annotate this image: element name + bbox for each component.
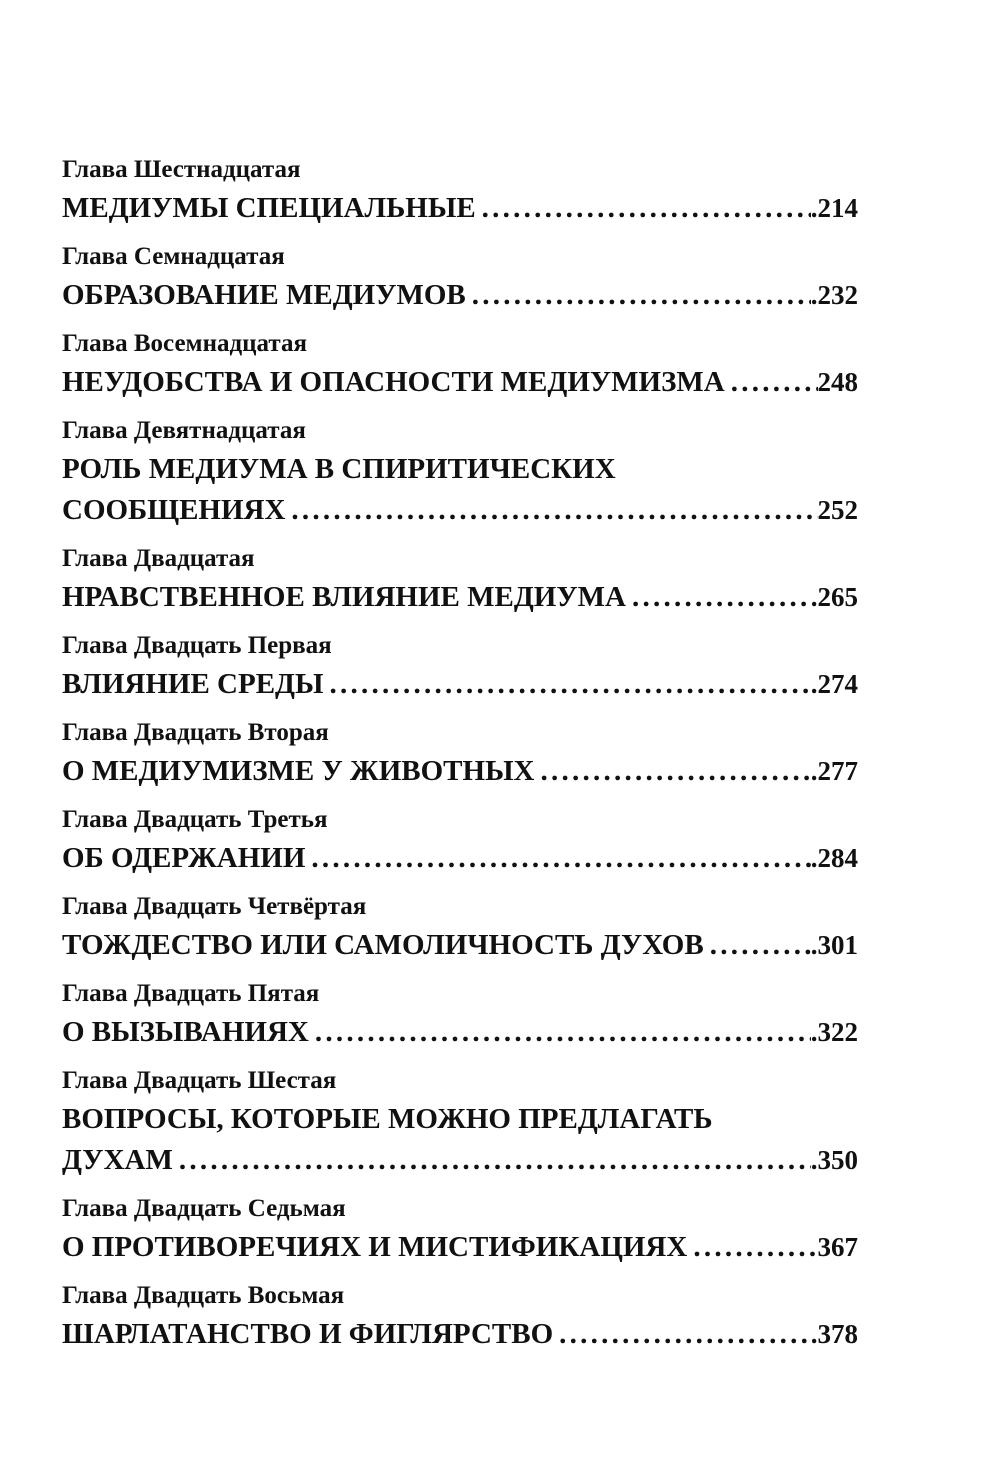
chapter-heading: Глава Двадцать Седьмая [62,1195,346,1222]
chapter-heading: Глава Шестнадцатая [62,156,301,183]
chapter-heading: Глава Двадцать Пятая [62,980,320,1007]
chapter-title: НЕУДОБСТВА И ОПАСНОСТИ МЕДИУМИЗМА [62,366,725,398]
dot-leader [476,188,811,229]
toc-entry [62,1278,858,1355]
chapter-title: НРАВСТВЕННОЕ ВЛИЯНИЕ МЕДИУМА [62,581,626,613]
toc-entry [62,326,858,403]
toc-entry [62,239,858,316]
page-number: .232 [810,280,858,310]
chapter-heading: Глава Двадцать Четвёртая [62,893,367,920]
chapter-title: ШАРЛАТАНСТВО И ФИГЛЯРСТВО [62,1318,554,1350]
dot-leader [285,490,817,531]
chapter-title: ОБ ОДЕРЖАНИИ [62,842,306,874]
chapter-heading: Глава Двадцать Первая [62,632,332,659]
chapter-heading: Глава Двадцать Третья [62,806,328,833]
chapter-title: ДУХАМ [62,1144,173,1176]
page-number: .277 [810,756,858,786]
toc-title-row [62,1314,858,1355]
chapter-title: ОБРАЗОВАНИЕ МЕДИУМОВ [62,279,466,311]
chapter-heading: Глава Восемнадцатая [62,330,307,357]
toc-title-row [62,490,858,531]
table-of-contents [62,152,858,1365]
dot-leader [725,362,818,403]
page-number: .284 [810,843,858,873]
page-number: .214 [810,193,858,223]
dot-leader [704,925,811,966]
toc-title-row [62,362,858,403]
dot-leader [309,1012,811,1053]
toc-entry [62,1191,858,1268]
dot-leader [626,577,811,618]
toc-entry [62,889,858,966]
chapter-title: О МЕДИУМИЗМЕ У ЖИВОТНЫХ [62,755,535,787]
dot-leader [173,1140,811,1181]
toc-entry [62,541,858,618]
chapter-title: СООБЩЕНИЯХ [62,494,286,526]
toc-title-row [62,664,858,705]
dot-leader [687,1227,817,1268]
toc-title-row [62,275,858,316]
page-number: 367 [817,1232,858,1262]
chapter-heading: Глава Семнадцатая [62,243,285,270]
toc-title-row [62,925,858,966]
page-number: .265 [810,582,858,612]
dot-leader [466,275,811,316]
toc-entry [62,802,858,879]
toc-title-row [62,1140,858,1181]
toc-title-row [62,751,858,792]
dot-leader [535,751,811,792]
page-number: .274 [810,669,858,699]
page-number: 248 [817,367,858,397]
page-number: .378 [810,1319,858,1349]
toc-title-row [62,577,858,618]
toc-title-row [62,188,858,229]
page-number: 252 [817,495,858,525]
chapter-title: О ПРОТИВОРЕЧИЯХ И МИСТИФИКАЦИЯХ [62,1231,688,1263]
chapter-title: ТОЖДЕСТВО ИЛИ САМОЛИЧНОСТЬ ДУХОВ [62,929,704,961]
chapter-title: О ВЫЗЫВАНИЯХ [62,1016,309,1048]
chapter-heading: Глава Двадцать Шестая [62,1067,337,1094]
chapter-heading: Глава Двадцать Вторая [62,719,329,746]
dot-leader [305,838,810,879]
chapter-title-line: ВОПРОСЫ, КОТОРЫЕ МОЖНО ПРЕДЛАГАТЬ [62,1103,713,1135]
chapter-heading: Глава Двадцать Восьмая [62,1282,345,1309]
toc-entry [62,715,858,792]
chapter-heading: Глава Девятнадцатая [62,417,306,444]
toc-entry [62,976,858,1053]
page-number: .322 [810,1017,858,1047]
toc-title-row [62,1227,858,1268]
chapter-heading: Глава Двадцатая [62,545,255,572]
page-number: .350 [810,1145,858,1175]
toc-entry [62,1063,858,1181]
toc-title-row [62,838,858,879]
chapter-title: МЕДИУМЫ СПЕЦИАЛЬНЫЕ [62,192,476,224]
page-number: .301 [810,930,858,960]
toc-entry [62,152,858,229]
toc-entry [62,413,858,531]
dot-leader [323,664,810,705]
chapter-title: ВЛИЯНИЕ СРЕДЫ [62,668,324,700]
chapter-title-line: РОЛЬ МЕДИУМА В СПИРИТИЧЕСКИХ [62,453,616,485]
toc-title-row [62,1012,858,1053]
toc-entry [62,628,858,705]
dot-leader [553,1314,811,1355]
